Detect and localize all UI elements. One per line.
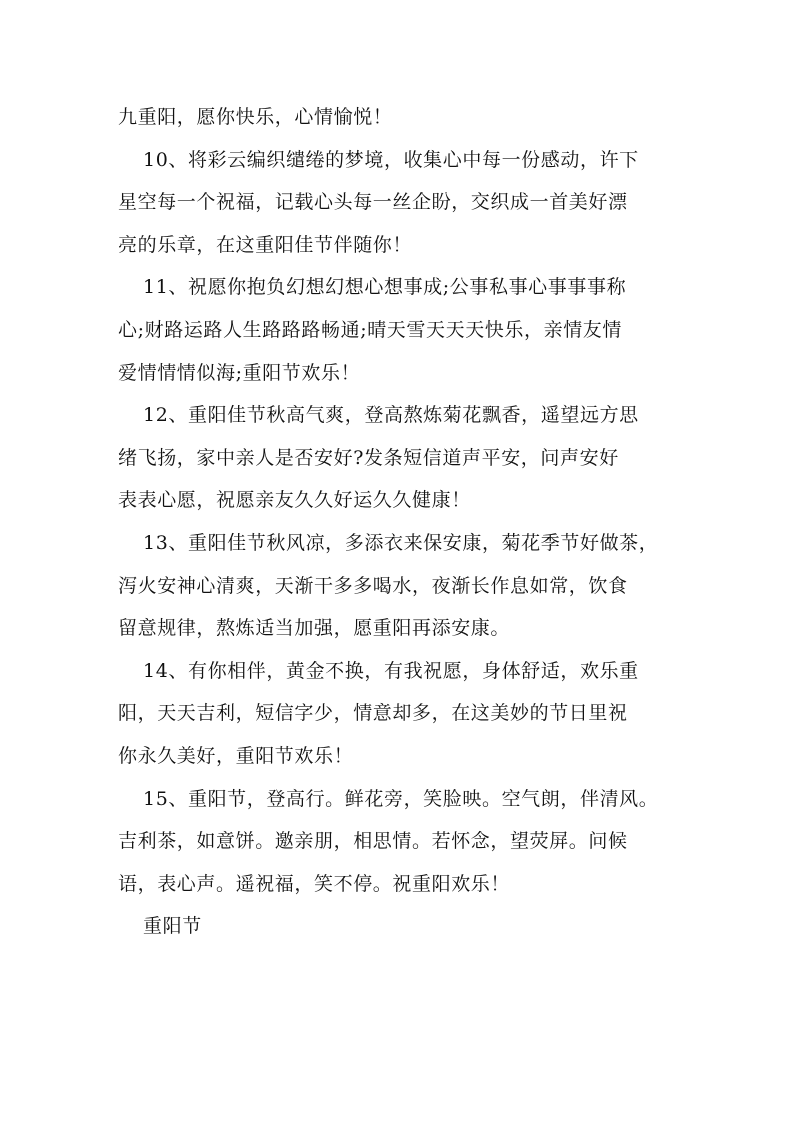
document-body	[118, 96, 688, 948]
text-line: 语，表心声。遥祝福，笑不停。祝重阳欢乐！	[118, 872, 511, 895]
paragraph-wish-14	[118, 650, 688, 778]
text-line: 你永久美好，重阳节欢乐！	[118, 744, 354, 767]
text-line: 留意规律，熬炼适当加强，愿重阳再添安康。	[118, 617, 511, 640]
heading-text: 重阳节	[143, 915, 202, 938]
text-line: 心;财路运路人生路路路畅通;晴天雪天天天快乐，亲情友情	[118, 318, 623, 341]
text-line: 阳，天天吉利，短信字少，情意却多，在这美妙的节日里祝	[118, 702, 628, 725]
section-heading	[118, 905, 688, 948]
paragraph-wish-12	[118, 394, 688, 522]
text-line: 10、将彩云编织缱绻的梦境，收集心中每一份感动，许下	[143, 148, 639, 171]
text-line: 吉利茶，如意饼。邀亲朋，相思情。若怀念，望荧屏。问候	[118, 830, 628, 853]
text-line: 11、祝愿你抱负幻想幻想心想事成;公事私事心事事事称	[143, 276, 627, 299]
text-line: 12、重阳佳节秋高气爽，登高熬炼菊花飘香，遥望远方思	[143, 404, 639, 427]
text-line: 14、有你相伴，黄金不换，有我祝愿，身体舒适，欢乐重	[143, 659, 639, 682]
text-line: 亮的乐章，在这重阳佳节伴随你！	[118, 233, 413, 256]
text-line: 星空每一个祝福，记载心头每一丝企盼，交织成一首美好漂	[118, 191, 628, 214]
text-line: 绪飞扬，家中亲人是否安好?发条短信道声平安，问声安好	[118, 446, 619, 469]
text-line: 泻火安神心清爽，天渐干多多喝水，夜渐长作息如常，饮食	[118, 574, 628, 597]
text-line: 15、重阳节，登高行。鲜花旁，笑脸映。空气朗，伴清风。	[143, 787, 659, 810]
text-line: 13、重阳佳节秋风凉，多添衣来保安康，菊花季节好做茶，	[143, 531, 659, 554]
text-line: 爱情情情似海;重阳节欢乐！	[118, 361, 361, 384]
paragraph-wish-11	[118, 266, 688, 394]
text-line: 九重阳，愿你快乐，心情愉悦！	[118, 106, 393, 128]
text-line: 表表心愿，祝愿亲友久久好运久久健康！	[118, 489, 471, 512]
paragraph-wish-10	[118, 139, 688, 267]
paragraph-wish-15	[118, 778, 688, 906]
paragraph-wish-13	[118, 522, 688, 650]
paragraph-continued	[118, 96, 688, 139]
